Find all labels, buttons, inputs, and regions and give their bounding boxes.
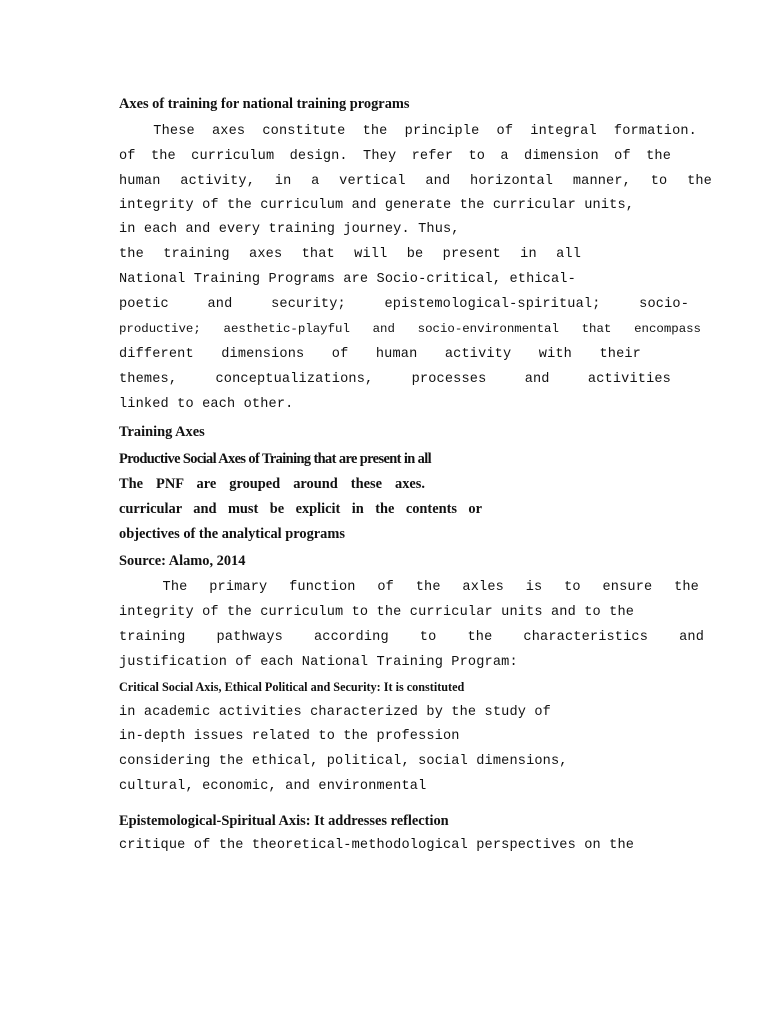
source-citation: Source: Alamo, 2014 bbox=[119, 553, 246, 569]
caption-line: curricular and must be explicit in the contents or bbox=[119, 501, 482, 517]
caption-line: The PNF are grouped around these axes. bbox=[119, 476, 425, 492]
paragraph-line: training pathways according to the characteristics and bbox=[119, 630, 704, 645]
training-axes-heading: Training Axes bbox=[119, 424, 205, 440]
section-heading: Axes of training for national training programs bbox=[119, 96, 410, 112]
paragraph-line: in academic activities characterized by the study of bbox=[119, 705, 551, 720]
paragraph-line: in each and every training journey. Thus, bbox=[119, 222, 460, 237]
paragraph-line: linked to each other. bbox=[119, 397, 294, 412]
paragraph-line: human activity, in a vertical and horizontal manner, to the bbox=[119, 174, 712, 189]
paragraph-line: considering the ethical, political, social dimensions, bbox=[119, 754, 568, 769]
paragraph-line: These axes constitute the principle of integral formation. bbox=[119, 124, 697, 139]
caption-line: Productive Social Axes of Training that are present in all bbox=[119, 451, 432, 467]
paragraph-line: poetic and security; epistemological-spiritual; socio- bbox=[119, 297, 689, 312]
paragraph-line: in-depth issues related to the profession bbox=[119, 729, 460, 744]
paragraph-line: the training axes that will be present in all bbox=[119, 247, 581, 262]
paragraph-line: of the curriculum design. They refer to a dimension of the bbox=[119, 149, 671, 164]
paragraph-line: productive; aesthetic-playful and socio-environmental that encompass bbox=[119, 322, 701, 336]
paragraph-line: different dimensions of human activity with their bbox=[119, 347, 641, 362]
paragraph-line: integrity of the curriculum and generate the curricular units, bbox=[119, 198, 635, 213]
paragraph-line: themes, conceptualizations, processes and activities bbox=[119, 372, 671, 387]
paragraph-line: The primary function of the axles is to ensure the bbox=[119, 580, 699, 595]
paragraph-line: justification of each National Training Program: bbox=[119, 655, 518, 670]
paragraph-line: integrity of the curriculum to the curricular units and to the bbox=[119, 605, 635, 620]
paragraph-line: National Training Programs are Socio-critical, ethical- bbox=[119, 272, 576, 287]
epistemological-axis-heading: Epistemological-Spiritual Axis: It addresses reflection bbox=[119, 813, 449, 829]
critical-axis-heading: Critical Social Axis, Ethical Political and Security: It is constituted bbox=[119, 680, 465, 694]
paragraph-line: cultural, economic, and environmental bbox=[119, 779, 427, 794]
paragraph-line: critique of the theoretical-methodological perspectives on the bbox=[119, 838, 635, 853]
caption-line: objectives of the analytical programs bbox=[119, 526, 345, 542]
